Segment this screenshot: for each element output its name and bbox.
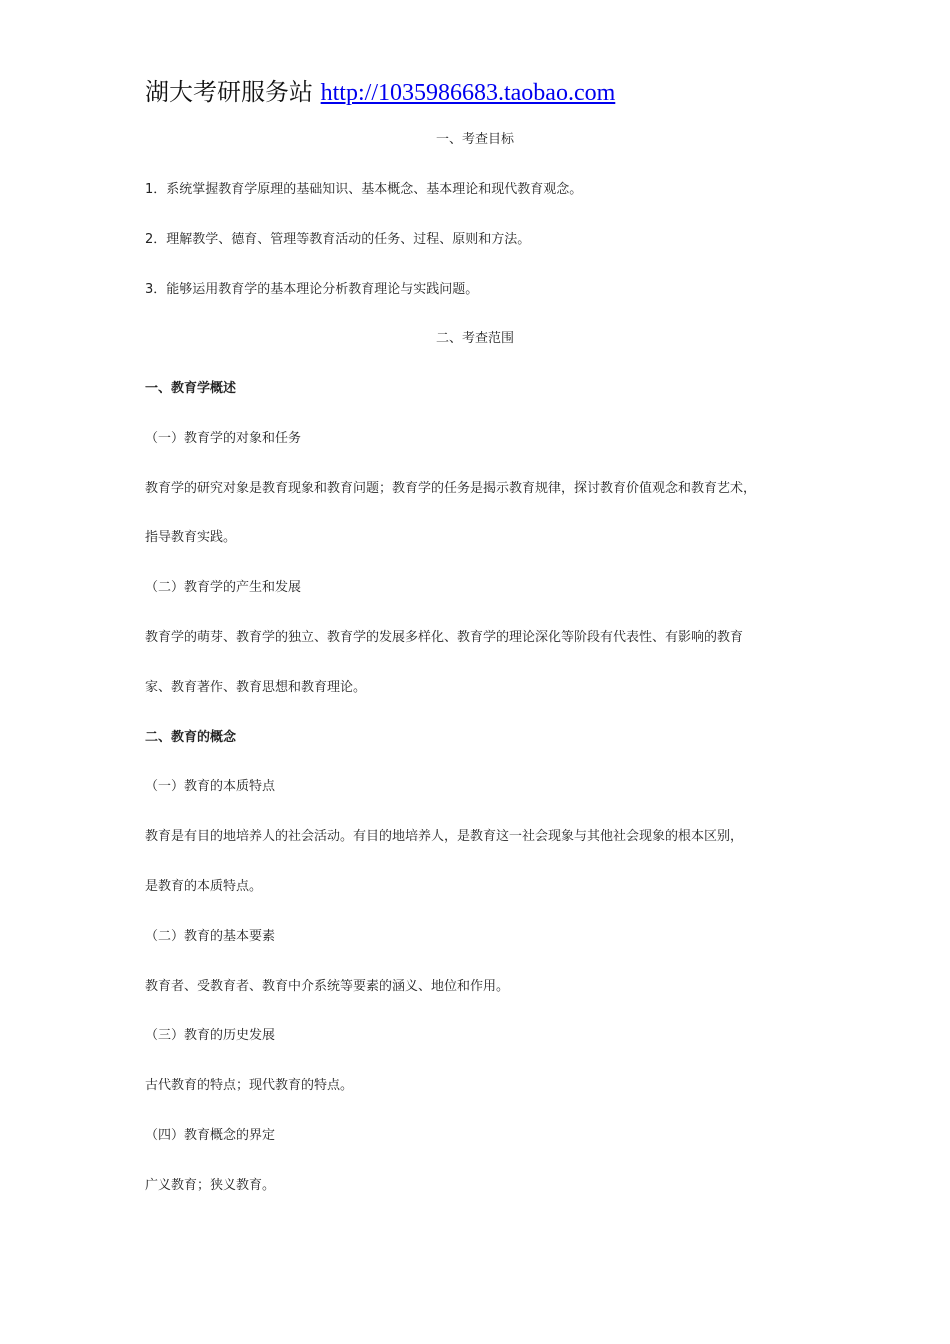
goal-item-1: 1．系统掌握教育学原理的基础知识、基本概念、基本理论和现代教育观念。 — [145, 182, 583, 197]
subsection-heading: （四）教育概念的界定 — [145, 1128, 276, 1143]
paragraph-line: 教育是有目的地培养人的社会活动。有目的地培养人，是教育这一社会现象与其他社会现象的根本区别， — [145, 829, 744, 844]
header-title: 湖大考研服务站 — [145, 78, 313, 106]
subsection-heading: （二）教育学的产生和发展 — [145, 580, 302, 595]
chapter-heading-1: 一、教育学概述 — [145, 381, 237, 396]
paragraph-line: 家、教育著作、教育思想和教育理论。 — [145, 680, 367, 695]
paragraph-line: 教育学的萌芽、教育学的独立、教育学的发展多样化、教育学的理论深化等阶段有代表性、有影响的教育 — [145, 630, 744, 645]
paragraph-line: 教育学的研究对象是教育现象和教育问题；教育学的任务是揭示教育规律，探讨教育价值观念和教育艺术， — [145, 481, 757, 496]
subsection-heading: （三）教育的历史发展 — [145, 1028, 276, 1043]
goal-item-3: 3．能够运用教育学的基本理论分析教育理论与实践问题。 — [145, 282, 479, 297]
section-heading-scope: 二、考查范围 — [435, 331, 514, 346]
goal-item-2: 2．理解教学、德育、管理等教育活动的任务、过程、原则和方法。 — [145, 232, 531, 247]
page-header — [145, 72, 615, 107]
chapter-heading-2: 二、教育的概念 — [145, 730, 237, 745]
paragraph-line: 是教育的本质特点。 — [145, 879, 263, 894]
subsection-heading: （一）教育学的对象和任务 — [145, 431, 302, 446]
paragraph-line: 指导教育实践。 — [145, 530, 237, 545]
paragraph-line: 广义教育；狭义教育。 — [145, 1178, 276, 1193]
section-heading-goals: 一、考查目标 — [435, 132, 514, 147]
subsection-heading: （二）教育的基本要素 — [145, 929, 276, 944]
paragraph-line: 教育者、受教育者、教育中介系统等要素的涵义、地位和作用。 — [145, 979, 510, 994]
taobao-link[interactable]: http://1035986683.taobao.com — [320, 80, 616, 106]
subsection-heading: （一）教育的本质特点 — [145, 779, 276, 794]
paragraph-line: 古代教育的特点；现代教育的特点。 — [145, 1078, 354, 1093]
